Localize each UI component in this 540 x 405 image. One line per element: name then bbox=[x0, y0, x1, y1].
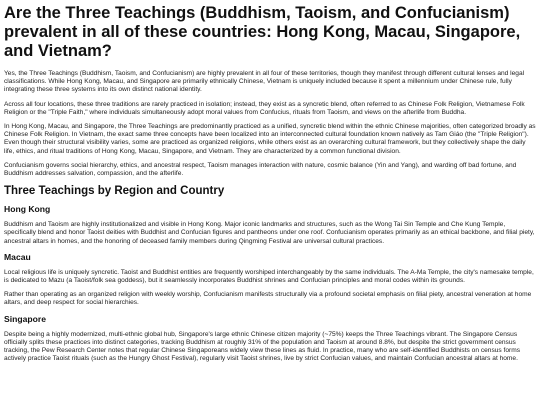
region-paragraph: Rather than operating as an organized religion with weekly worship, Confucianism manifests structurally via a profound societal emphasis on filial piety, ancestral veneration at home altars, and deep respect for social hierarchies. bbox=[4, 291, 532, 307]
intro-section bbox=[4, 70, 536, 178]
section-heading: Three Teachings by Region and Country bbox=[4, 185, 225, 198]
intro-paragraph: Across all four locations, these three traditions are rarely practiced in isolation; instead, they exist as a syncretic blend, often referred to as Chinese Folk Religion, Vietnamese Folk Religion or the "Triple Faith," where individuals simultaneously adopt moral values from Confucius, rituals from Taoism, and views on the afterlife from Buddha. bbox=[4, 100, 525, 116]
page-title: Are the Three Teachings (Buddhism, Taoism, and Confucianism) prevalent in all of these countries: Hong Kong, Macau, Singapore, and Vietnam? bbox=[4, 4, 521, 60]
region-heading: Macau bbox=[4, 251, 31, 262]
region-paragraph: Buddhism and Taoism are highly institutionalized and visible in Hong Kong. Major iconic landmarks and structures, such as the Wong Tai Sin Temple and Che Kung Temple, specifically blend and honor Taoist deities with Buddhist and Confucian figures and pantheons under one roof. Confucianism operates primarily as an ethical backbone, and filial piety, ancestral altars in homes, and the honoring of deceased family members during Qingming Festival are universal cultural practices. bbox=[4, 221, 535, 245]
region-singapore bbox=[4, 314, 536, 364]
region-hong-kong bbox=[4, 204, 536, 246]
intro-paragraph: Yes, the Three Teachings (Buddhism, Taoism, and Confucianism) are highly prevalent in all four of these territories, though they manifest through different cultural lenses and legal classifications. While Hong Kong, Macau, and Singapore are primarily ethnically Chinese, Vietnam is uniquely included because it spent a millennium under Chinese rule, fully integrating these three systems into its own distinct national identity. bbox=[4, 70, 525, 94]
region-paragraph: Local religious life is uniquely syncretic. Taoist and Buddhist entities are frequently worshiped interchangeably by the same individuals. The A-Ma Temple, the city's namesake temple, is dedicated to Mazu (a Taoist/folk sea goddess), but it seamlessly incorporates Buddhist shrines and Confucian principles and moral codes within its grounds. bbox=[4, 268, 534, 285]
intro-paragraph: Confucianism governs social hierarchy, ethics, and ancestral respect, Taoism manages interaction with nature, cosmic balance (Yin and Yang), and warding off bad fortune, and Buddhism addresses salvation, compassion, and the afterlife. bbox=[4, 161, 517, 178]
region-heading: Singapore bbox=[4, 313, 47, 324]
region-macau bbox=[4, 252, 536, 308]
intro-paragraph: In Hong Kong, Macau, and Singapore, the Three Teachings are predominantly practiced as a unified, syncretic blend within the ethnic Chinese majorities, often categorized broadly as Chinese Folk Religion. In Vietnam, the exact same three concepts have been localized into an interconnected cultural foundation known natively as Tam Giáo (the "Triple Religion"). Even though their structural visibility varies, some are practiced as organized religions, while others exist as an overarching cultural framework, but they collectively shape the daily life, ethics, and ritual traditions of Hong Kong, Macau, Singapore, and Vietnam. They are characterized by a common functional division. bbox=[4, 123, 536, 155]
region-paragraph: Despite being a highly modernized, multi-ethnic global hub, Singapore's large ethnic Chinese citizen majority (~75%) keeps the Three Teachings vibrant. The Singapore Census officially splits these practices into distinct categories, tracking Buddhism at roughly 31% of the population and Taoism at around 8.8%, but despite the strict government census tracking, the Pew Research Center notes that regular Chinese Singaporeans widely view these lines as fluid. In practice, many who are self-identified Buddhists on census forms actively practice Taoist rituals (such as the Hungry Ghost Festival), regularly visit Taoist shrines, live by strict Confucian values, and maintain Confucian ancestral altars at home. bbox=[4, 330, 521, 363]
region-heading: Hong Kong bbox=[4, 204, 51, 215]
